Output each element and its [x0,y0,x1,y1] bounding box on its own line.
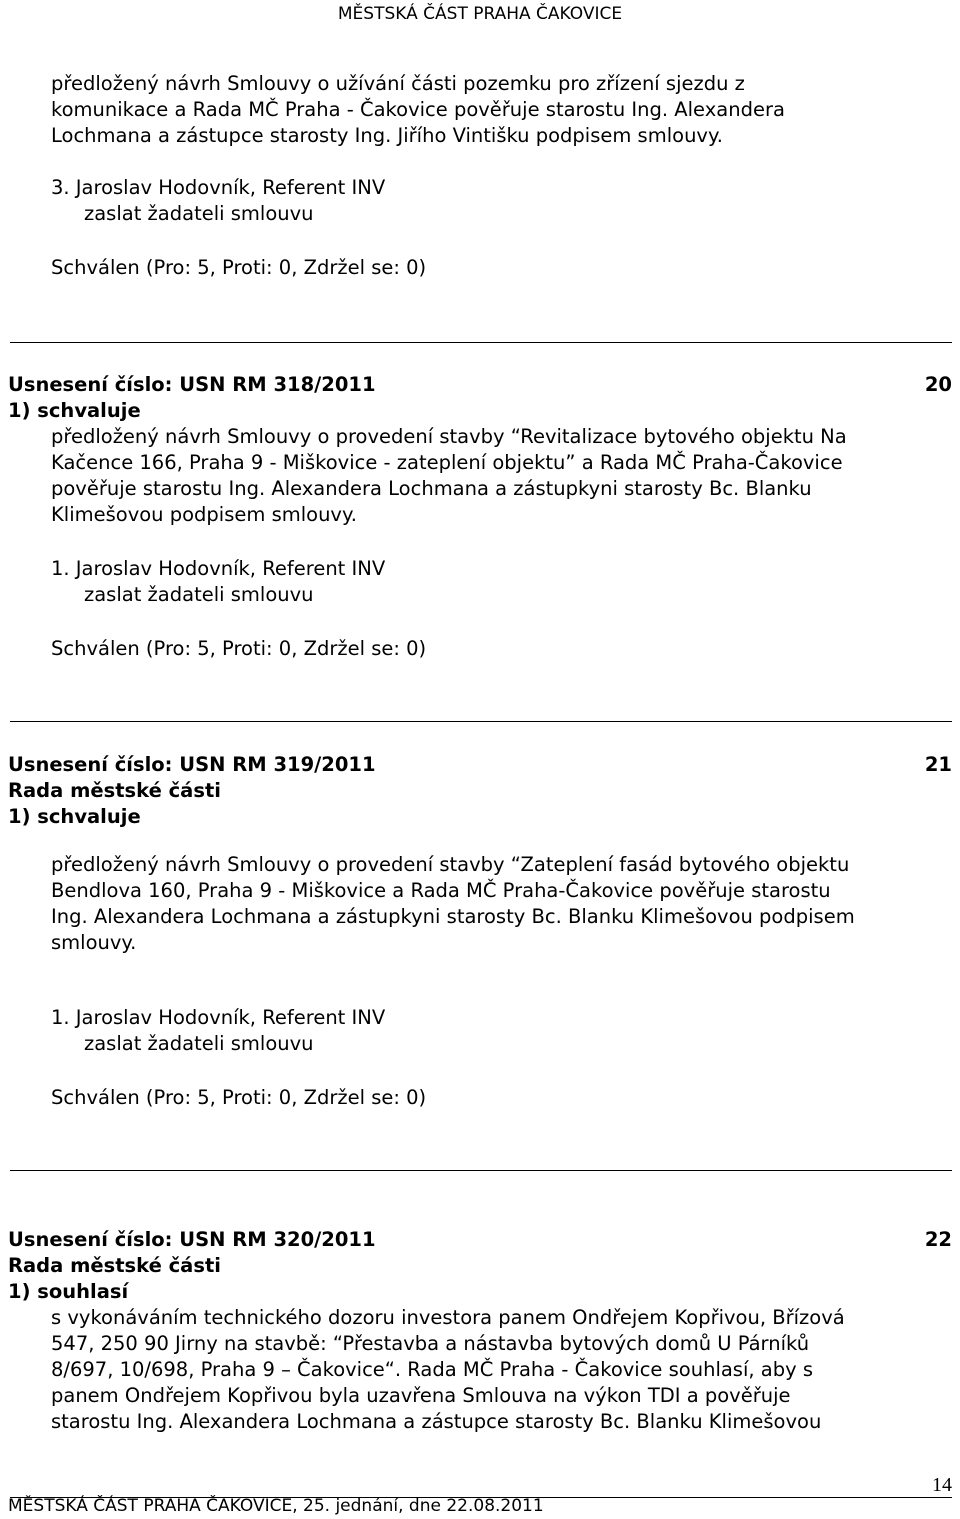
intro-text-line: předložený návrh Smlouvy o užívání části pozemku pro zřízení sjezdu z [51,72,745,95]
vote-result: Schválen (Pro: 5, Proti: 0, Zdržel se: 0) [51,256,427,279]
task-assignee: 3. Jaroslav Hodovník, Referent INV [51,176,386,199]
resolution-number: 21 [924,753,952,776]
resolution-text-line: předložený návrh Smlouvy o provedení stavby “Revitalizace bytového objektu Na [51,425,847,448]
resolution-text-line: Klimešovou podpisem smlouvy. [51,503,357,526]
task-assignee: 1. Jaroslav Hodovník, Referent INV [51,557,386,580]
page-header-title: MĚSTSKÁ ČÁST PRAHA ČAKOVICE [337,4,623,24]
resolution-text-line: s vykonáváním technického dozoru investora panem Ondřejem Kopřivou, Břízová [51,1306,845,1329]
resolution-text-line: starostu Ing. Alexandera Lochmana a zástupce starosty Bc. Blanku Klimešovou [51,1410,822,1433]
intro-text-line: komunikace a Rada MČ Praha - Čakovice pověřuje starostu Ing. Alexandera [51,98,785,121]
resolution-title: Usnesení číslo: USN RM 319/2011 [8,753,376,776]
resolution-text-line: Kačence 166, Praha 9 - Miškovice - zateplení objektu” a Rada MČ Praha-Čakovice [51,451,843,474]
resolution-number: 22 [924,1228,952,1251]
page-number: 14 [932,1474,952,1496]
section-divider [10,721,952,722]
section-divider [10,1170,952,1171]
resolution-text-line: Bendlova 160, Praha 9 - Miškovice a Rada MČ Praha-Čakovice pověřuje starostu [51,879,831,902]
resolution-text-line: smlouvy. [51,931,137,954]
task-assignee: 1. Jaroslav Hodovník, Referent INV [51,1006,386,1029]
resolution-number: 20 [924,373,952,396]
page-footer: MĚSTSKÁ ČÁST PRAHA ČAKOVICE, 25. jednání, dne 22.08.2011 [8,1496,544,1516]
resolution-subtitle: Rada městské části [8,1254,221,1277]
section-divider [10,342,952,343]
intro-text-line: Lochmana a zástupce starosty Ing. Jiřího Vintišku podpisem smlouvy. [51,124,723,147]
resolution-text-line: 547, 250 90 Jirny na stavbě: “Přestavba a nástavba bytových domů U Párníků [51,1332,810,1355]
resolution-text-line: pověřuje starostu Ing. Alexandera Lochmana a zástupkyni starosty Bc. Blanku [51,477,812,500]
resolution-title: Usnesení číslo: USN RM 318/2011 [8,373,376,396]
resolution-text-line: panem Ondřejem Kopřivou byla uzavřena Smlouva na výkon TDI a pověřuje [51,1384,791,1407]
task-action: zaslat žadateli smlouvu [84,202,314,225]
resolution-subtitle: Rada městské části [8,779,221,802]
resolution-action: 1) schvaluje [8,399,141,422]
resolution-text-line: předložený návrh Smlouvy o provedení stavby “Zateplení fasád bytového objektu [51,853,850,876]
task-action: zaslat žadateli smlouvu [84,1032,314,1055]
vote-result: Schválen (Pro: 5, Proti: 0, Zdržel se: 0) [51,637,427,660]
resolution-text-line: Ing. Alexandera Lochmana a zástupkyni starosty Bc. Blanku Klimešovou podpisem [51,905,855,928]
resolution-action: 1) souhlasí [8,1280,129,1303]
resolution-title: Usnesení číslo: USN RM 320/2011 [8,1228,376,1251]
task-action: zaslat žadateli smlouvu [84,583,314,606]
resolution-action: 1) schvaluje [8,805,141,828]
vote-result: Schválen (Pro: 5, Proti: 0, Zdržel se: 0) [51,1086,427,1109]
resolution-text-line: 8/697, 10/698, Praha 9 – Čakovice“. Rada MČ Praha - Čakovice souhlasí, aby s [51,1358,814,1381]
